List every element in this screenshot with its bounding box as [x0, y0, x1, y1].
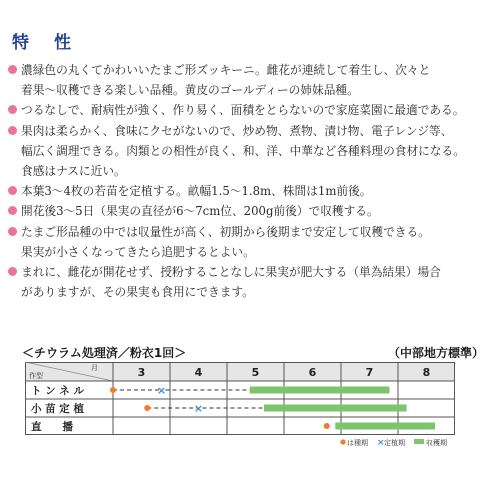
schedule-region-note: （中部地方標準）: [387, 346, 484, 360]
feature-item: [8, 121, 498, 182]
row-label: ト ン ネ ル: [31, 385, 84, 397]
feature-item: [8, 60, 498, 100]
legend-harvest: 収穫期: [426, 439, 447, 447]
planting-mark: ×: [193, 402, 204, 415]
feature-list: [8, 60, 498, 302]
section-heading: 特 性: [12, 33, 75, 53]
legend-sow: は種期: [347, 439, 368, 447]
row-label: 小 苗 定 植: [31, 403, 84, 415]
bullet-icon: [8, 105, 17, 114]
schedule-title: ＜チウラム処理済／粉衣1回＞: [22, 346, 187, 360]
feature-text: がありますが、その果実も食用にできます。: [21, 285, 254, 300]
bullet-icon: [8, 65, 17, 74]
feature-text: 濃緑色の丸くてかわいいたまご形ズッキーニ。雌花が連続して着生し、次々と: [21, 63, 431, 77]
feature-text: たまご形品種の中では収量性が高く、初期から後期まで安定して収穫できる。: [21, 224, 430, 239]
row-label: 直 播: [31, 421, 73, 433]
sowing-mark: [110, 387, 116, 393]
bullet-icon: [8, 206, 17, 215]
feature-item: [8, 100, 498, 120]
harvest-bar: [264, 405, 407, 412]
month-tick: 8: [422, 366, 431, 379]
feature-text: 果肉は柔らかく、食味にクセがないので、炒め物、煮物、漬け物、電子レンジ等、: [21, 123, 453, 138]
month-tick: 4: [194, 366, 203, 379]
month-label: 月: [91, 364, 98, 372]
harvest-bar: [335, 423, 435, 430]
month-tick: 6: [308, 366, 317, 379]
feature-text: 本葉3～4枚の若苗を定植する。畝幅1.5～1.8m、株間は1m前後。: [21, 184, 372, 199]
feature-text: つるなしで、耐病性が強く、作り易く、面積をとらないので家庭菜園に最適である。: [21, 103, 465, 118]
feature-text: 幅広く調理できる。肉類との相性が良く、和、洋、中華など各種料理の食材になる。: [21, 143, 465, 158]
header-row: [25, 362, 455, 381]
bullet-icon: [8, 227, 17, 236]
feature-text: 果実が小さくなってきたら追肥するとよい。: [21, 244, 255, 259]
legend-sow-icon: [340, 439, 345, 444]
sowing-mark: [324, 423, 330, 429]
schedule-chart: [25, 362, 470, 470]
bullet-icon: [8, 267, 17, 276]
bullet-icon: [8, 126, 17, 135]
bullet-icon: [8, 186, 17, 195]
feature-text: 着果～収穫できる楽しい品種。黄皮のゴールディーの姉妹品種。: [21, 83, 359, 98]
feature-item: [8, 181, 498, 201]
legend-plant-icon: ×: [377, 438, 385, 448]
legend-harvest-icon: [414, 439, 424, 444]
feature-text: 開花後3～5日（果実の直径が6～7cm位、200g前後）で収穫する。: [21, 204, 379, 219]
feature-text: 食感はナスに近い。: [21, 163, 126, 178]
feature-text: まれに、雌花が開花せず、授粉することなしに果実が肥大する（単為結果）場合: [21, 264, 441, 279]
feature-item: [8, 222, 498, 262]
legend-plant: 定植期: [384, 439, 405, 447]
feature-item: [8, 201, 498, 221]
planting-mark: ×: [156, 384, 167, 397]
month-tick: 3: [137, 366, 146, 379]
harvest-bar: [250, 387, 390, 394]
cultivation-schedule: [25, 362, 470, 474]
header-label: 作型: [29, 372, 43, 380]
feature-item: [8, 262, 498, 302]
month-tick: 7: [365, 366, 374, 379]
sowing-mark: [144, 405, 150, 411]
month-tick: 5: [251, 366, 260, 379]
